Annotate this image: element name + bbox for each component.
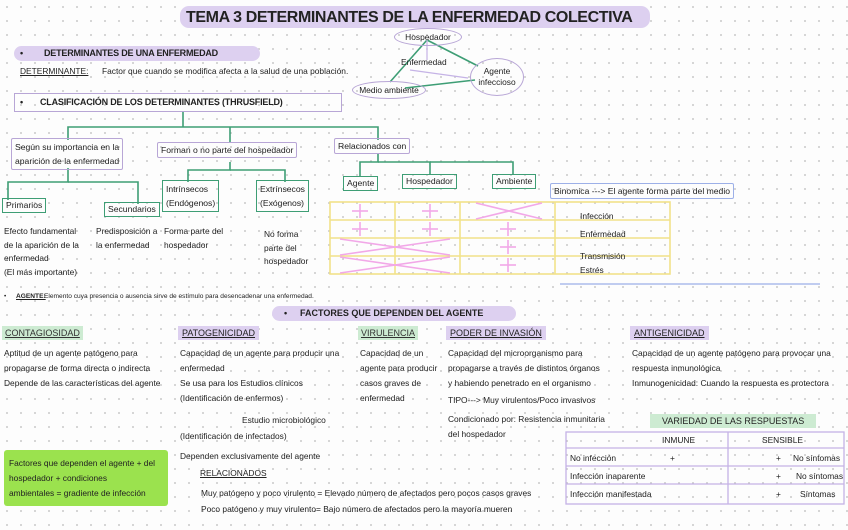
determinante-definition: Factor que cuando se modifica afecta a la salud de una población.: [102, 66, 349, 76]
patogenicidad-depends: Dependen exclusivamente del agente: [180, 451, 321, 461]
relacionados-title: RELACIONADOS: [200, 468, 267, 478]
patogenicidad-micro-sub: (Identificación de infectados): [180, 431, 287, 441]
response-row-2-sensible: +: [776, 471, 781, 481]
box-secundarios: Secundarios: [104, 202, 160, 217]
col-hospedador: Hospedador: [402, 174, 457, 189]
box-intrinsecos: Intrínsecos (Endógenos): [162, 180, 219, 212]
invasion-title: PODER DE INVASIÓN: [446, 326, 546, 340]
agente-note-bullet: •: [4, 293, 7, 300]
section2-heading: CLASIFICACIÓN DE LOS DETERMINANTES (THRUSFIELD): [40, 97, 283, 107]
invasion-condicionado: Condicionado por: Resistencia inmunitaria del hospedador: [448, 414, 605, 439]
virulencia-title: VIRULENCIA: [358, 326, 418, 340]
section2-bullet: •: [20, 97, 24, 107]
antigenicidad-text: Capacidad de un agente patógeno para provocar una respuesta inmunológica Inmunogenicidad: Cuando la respuesta es protectora: [632, 348, 831, 388]
contagiosidad-title: CONTAGIOSIDAD: [2, 326, 83, 340]
page-title: TEMA 3 DETERMINANTES DE LA ENFERMEDAD COLECTIVA: [186, 9, 633, 26]
response-row-1-label: No infección: [570, 453, 617, 463]
triad-medio: Medio ambiente: [352, 81, 426, 99]
response-row-3-sensible: +: [776, 489, 781, 499]
primarios-desc: Efecto fundamental de la aparición de la enfermedad (El más importante): [4, 226, 79, 277]
section1-bullet: •: [20, 48, 24, 58]
patogenicidad-title: PATOGENICIDAD: [178, 326, 259, 340]
response-row-1-sensible: +: [776, 453, 781, 463]
binomica-note: Binomica ---> El agente forma parte del medio: [550, 183, 734, 199]
branch-host: Forman o no parte del hospedador: [157, 142, 297, 158]
row-infeccion: Infección: [580, 211, 614, 221]
triad-hospedador: Hospedador: [394, 28, 462, 46]
relacionados-line-1: Muy patógeno y poco virulento = Elevado número de afectados pero pocos casos graves: [201, 488, 532, 498]
invasion-text: Capacidad del microorganismo para propagarse a través de distintos órganos y habiendo penetrado en el organismo: [448, 348, 600, 388]
triad-enfermedad: Enfermedad: [401, 57, 447, 67]
row-estres: Estrés: [580, 265, 604, 275]
determinante-term: DETERMINANTE:: [20, 66, 89, 76]
virulencia-text: Capacidad de un agente para producir casos graves de enfermedad: [360, 348, 438, 403]
antigenicidad-title: ANTIGENICIDAD: [630, 326, 709, 340]
col-ambiente: Ambiente: [492, 174, 536, 189]
branch-related: Relacionados con: [334, 138, 410, 154]
invasion-tipo: TIPO---> Muy virulentos/Poco invasivos: [448, 395, 596, 405]
row-transmision: Transmisión: [580, 251, 626, 261]
row-enfermedad: Enfermedad: [580, 229, 626, 239]
response-row-3-label: Infección manifestada: [570, 489, 652, 499]
box-extrinsecos: Extrínsecos (Exógenos): [256, 180, 309, 212]
patogenicidad-text: Capacidad de un agente para producir una enfermedad Se usa para los Estudios clínicos (Identificación de enfermos): [180, 348, 340, 403]
contagiosidad-text: Aptitud de un agente patógeno para propagarse de forma directa o indirecta Depende de las características del agente: [4, 348, 161, 388]
response-row-2-result: No síntomas: [796, 471, 844, 481]
agente-note-text: Elemento cuya presencia o ausencia sirve de estímulo para desencadenar una enfermedad.: [44, 293, 314, 300]
patogenicidad-micro: Estudio microbiológico: [242, 415, 326, 425]
relacionados-line-2: Poco patógeno y muy virulento= Bajo número de afectados pero la mayoría mueren: [201, 504, 513, 514]
green-note-text: Factores que dependen el agente + del hospedador + condiciones ambientales = gradiente de infección: [9, 458, 155, 498]
section3-heading: FACTORES QUE DEPENDEN DEL AGENTE: [300, 308, 484, 318]
col-agente: Agente: [343, 176, 378, 191]
agente-note-term: AGENTE:: [16, 293, 46, 300]
response-row-1-inmune: +: [670, 453, 675, 463]
responses-col-inmune: INMUNE: [662, 435, 696, 445]
response-row-1-result: No síntomas: [793, 453, 841, 463]
triad-agente: Agente infeccioso: [470, 58, 524, 96]
responses-col-sensible: SENSIBLE: [762, 435, 803, 445]
responses-title: VARIEDAD DE LAS RESPUESTAS: [662, 416, 805, 426]
section3-bullet: •: [284, 308, 288, 318]
secundarios-desc: Predisposición a la enfermedad: [96, 226, 158, 250]
response-row-2-label: Infección inaparente: [570, 471, 646, 481]
box-primarios: Primarios: [2, 198, 46, 213]
response-row-3-result: Síntomas: [800, 489, 836, 499]
branch-importance: Según su importancia en la aparición de la enfermedad: [11, 138, 123, 170]
extrinsecos-desc: No forma parte del hospedador: [264, 229, 309, 266]
section1-heading: DETERMINANTES DE UNA ENFERMEDAD: [44, 48, 218, 58]
intrinsecos-desc: Forma parte del hospedador: [164, 226, 224, 250]
